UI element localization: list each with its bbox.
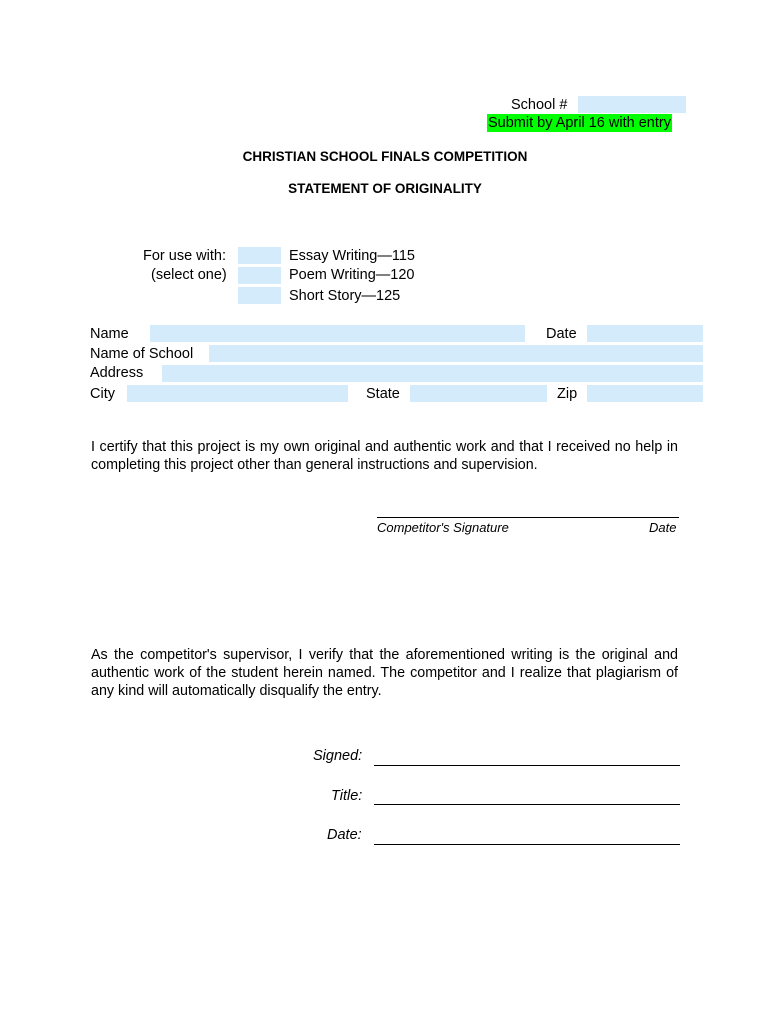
certification-text: I certify that this project is my own original and authentic work and that I received no help in completing this project other than general instructions and supervision. [91, 439, 678, 473]
city-input[interactable] [127, 385, 348, 402]
state-input[interactable] [410, 385, 547, 402]
title-label: Title: [331, 788, 363, 804]
supervisor-date-label: Date: [327, 827, 362, 843]
competitor-signature-line[interactable] [377, 517, 679, 518]
short-story-checkbox[interactable] [238, 287, 281, 304]
statement-title: STATEMENT OF ORIGINALITY [288, 181, 482, 196]
date-label: Date [546, 326, 577, 342]
zip-input[interactable] [587, 385, 703, 402]
school-number-label: School # [511, 97, 568, 113]
supervisor-date-line[interactable] [374, 844, 680, 845]
poem-writing-checkbox[interactable] [238, 267, 281, 284]
poem-writing-label: Poem Writing—120 [289, 267, 415, 283]
signature-date-caption: Date [649, 520, 677, 535]
school-name-input[interactable] [209, 345, 703, 362]
deadline-note: Submit by April 16 with entry [488, 115, 671, 131]
name-label: Name [90, 326, 129, 342]
competitor-signature-caption: Competitor's Signature [377, 520, 509, 535]
address-input[interactable] [162, 365, 703, 382]
state-label: State [366, 386, 400, 402]
category-label: For use with: [143, 248, 226, 264]
city-label: City [90, 386, 115, 402]
zip-label: Zip [557, 386, 578, 402]
short-story-label: Short Story—125 [289, 288, 401, 304]
category-hint: (select one) [151, 267, 227, 283]
school-number-input[interactable] [578, 96, 686, 113]
essay-writing-label: Essay Writing—115 [289, 248, 415, 264]
essay-writing-checkbox[interactable] [238, 247, 281, 264]
name-input[interactable] [150, 325, 525, 342]
supervisor-text: As the competitor's supervisor, I verify that the aforementioned writing is the original and authentic work of the student herein named. The competitor and I realize that plagiarism of any kind will automatically disqualify the entry. [91, 647, 678, 699]
title-line[interactable] [374, 804, 680, 805]
date-input[interactable] [587, 325, 703, 342]
competition-title: CHRISTIAN SCHOOL FINALS COMPETITION [242, 149, 528, 164]
signed-label: Signed: [313, 748, 363, 764]
address-label: Address [90, 365, 144, 381]
school-name-label: Name of School [90, 346, 194, 362]
signed-line[interactable] [374, 765, 680, 766]
